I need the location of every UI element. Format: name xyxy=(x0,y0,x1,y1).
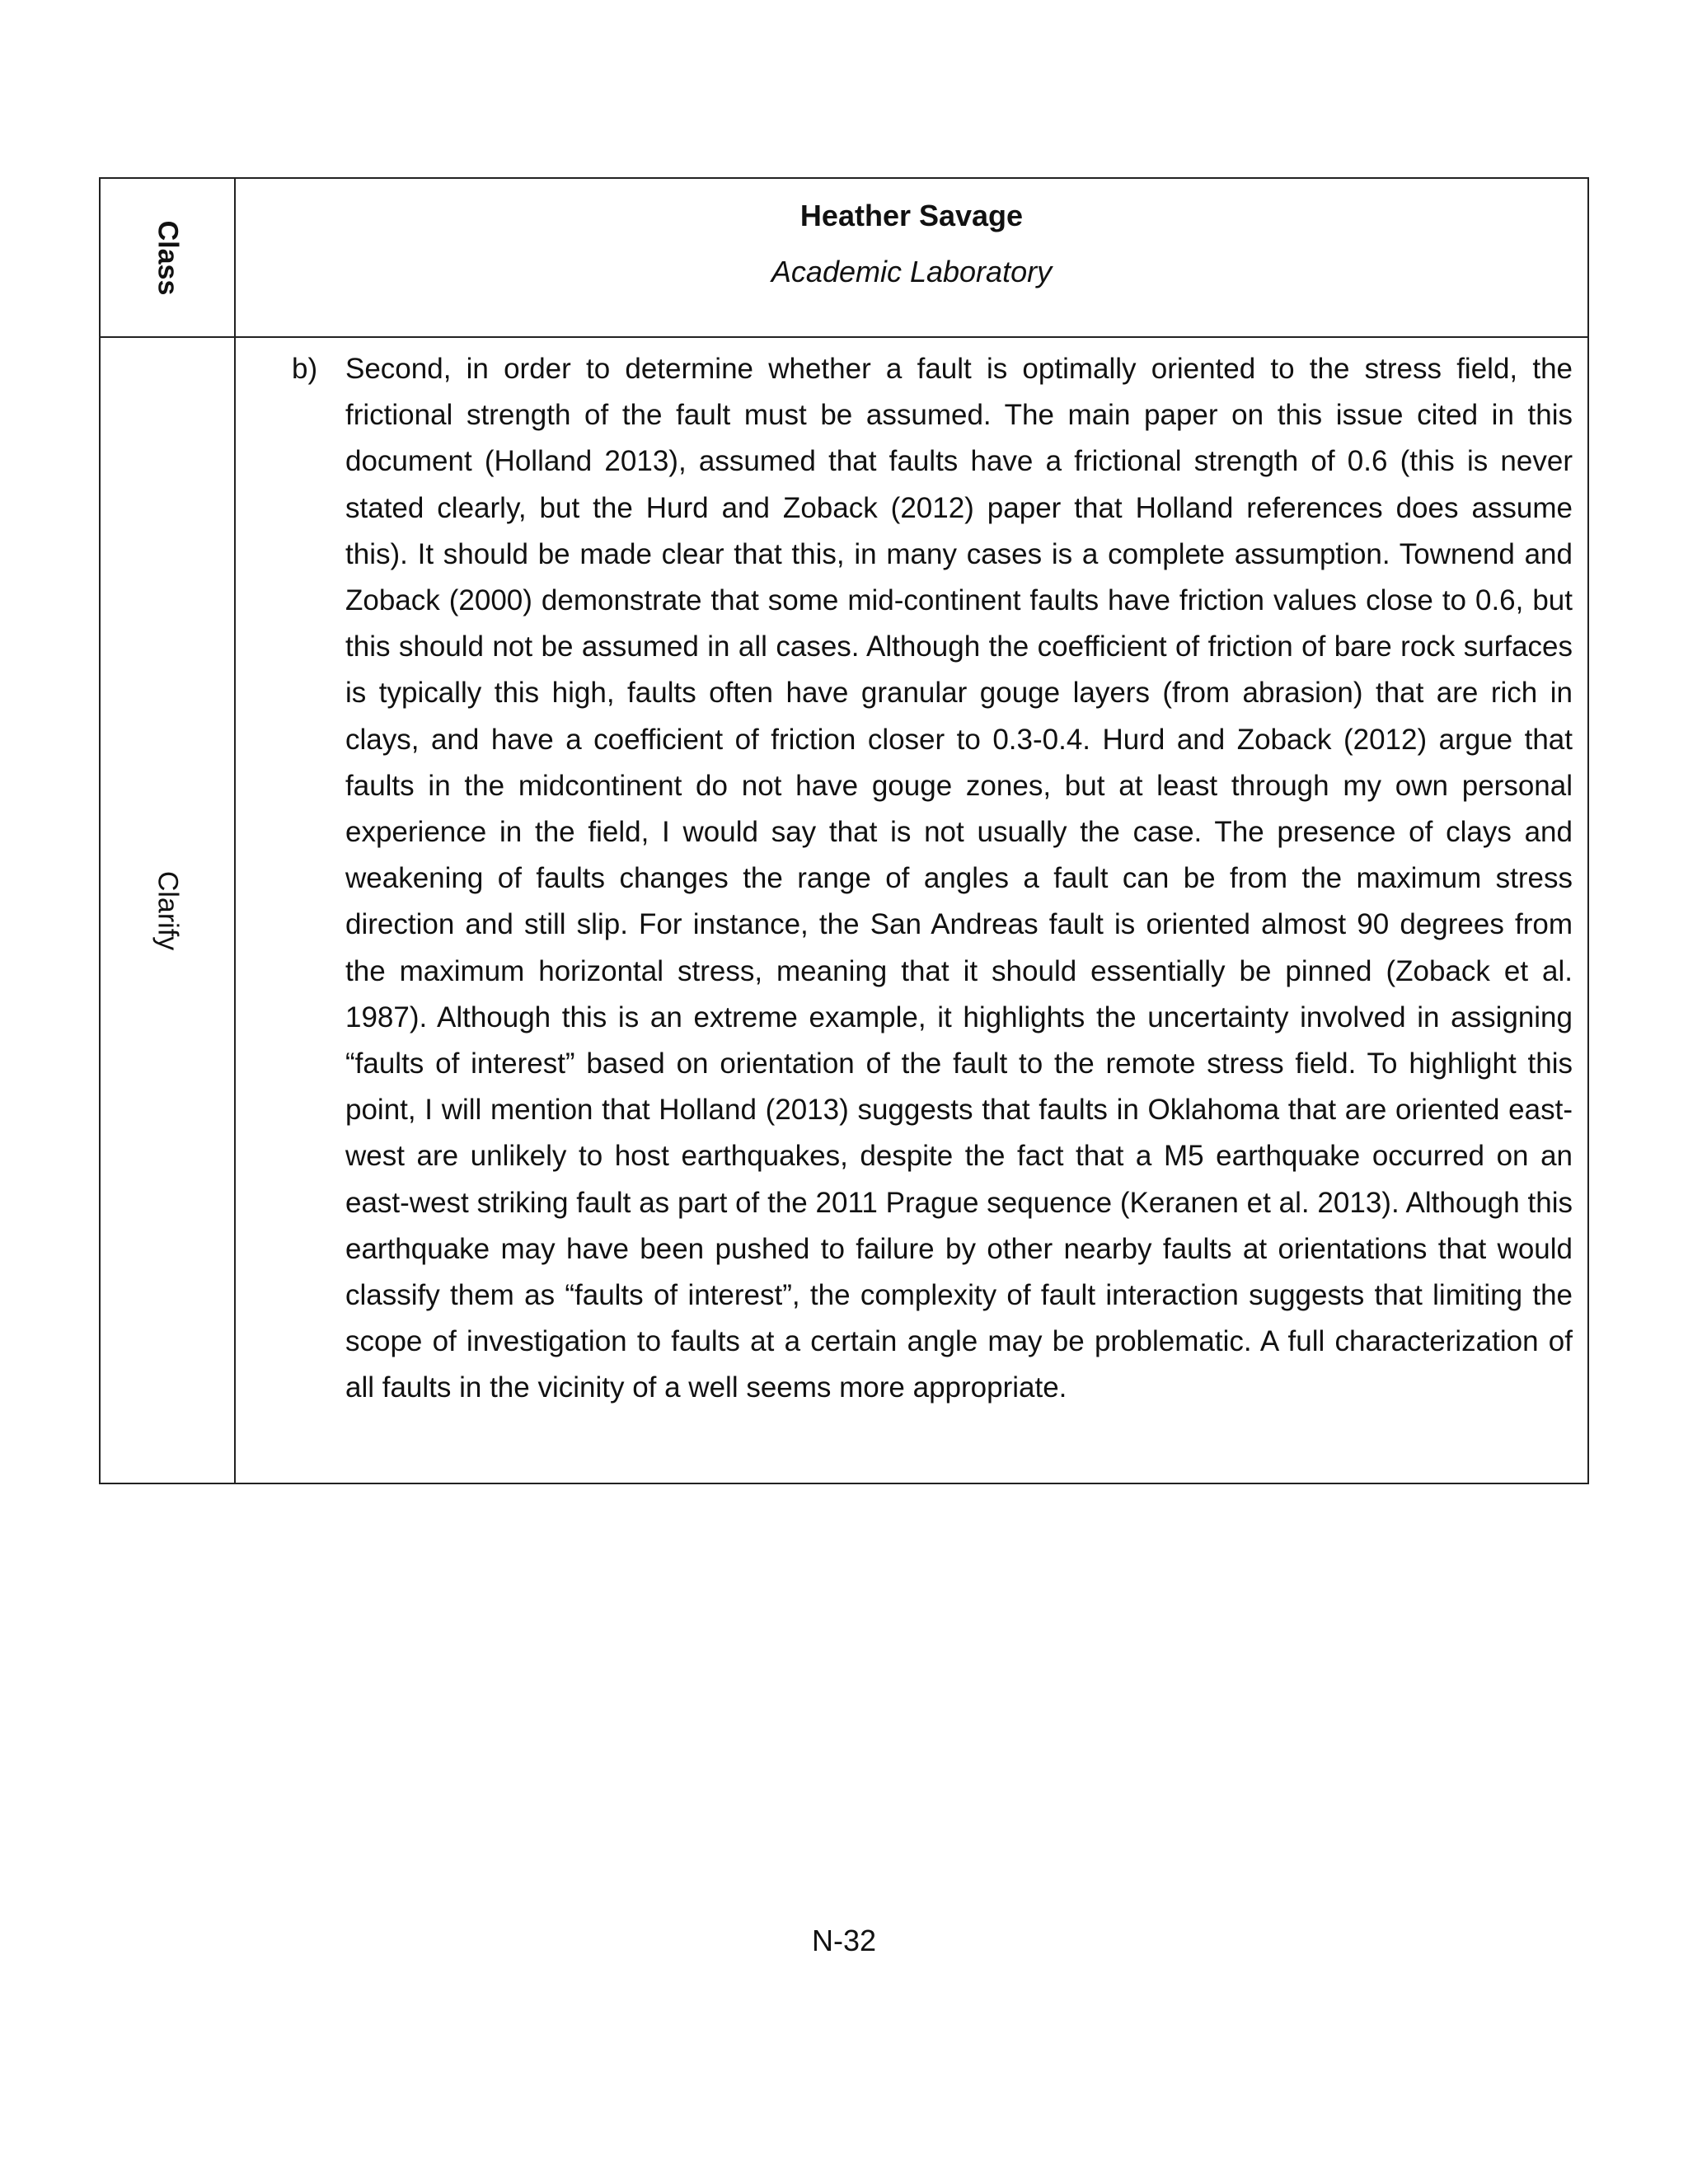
class-label: Clarify xyxy=(152,870,184,950)
reviewer-affiliation: Academic Laboratory xyxy=(771,255,1053,288)
review-comment-table xyxy=(99,177,1589,1484)
class-label-cell xyxy=(100,337,235,1483)
table-row xyxy=(100,337,1588,1483)
comment-list-marker: b) xyxy=(292,353,318,385)
comment-cell xyxy=(235,337,1588,1483)
comment-text: Second, in order to determine whether a fault is optimally oriented to the stress field, the frictional strength of the fault must be assumed. The main paper on this issue cited in this document (Holland 2013), assumed that faults have a frictional strength of 0.6 (this is never stated clearly, but the Hurd and Zoback (2012) paper that Holland references does assume this). It should be made clear that this, in many cases is a complete assumption. Townend and Zoback (2000) demonstrate that some mid-continent faults have friction values close to 0.6, but this should not be assumed in all cases. Although the coefficient of friction of bare rock surfaces is typically this high, faults often have granular gouge layers (from abrasion) that are rich in clays, and have a coefficient of friction closer to 0.3-0.4. Hurd and Zoback (2012) argue that faults in the midcontinent do not have gouge zones, but at least through my own personal experience in the field, I would say that is not usually the case. The presence of clays and weakening of faults changes the range of angles a fault can be from the maximum stress direction and still slip. For instance, the San Andreas fault is oriented almost 90 degrees from the maximum horizontal stress, meaning that it should essentially be pinned (Zoback et al. 1987). Although this is an extreme example, it highlights the uncertainty involved in assigning “faults of interest” based on orientation of the fault to the remote stress field. To highlight this point, I will mention that Holland (2013) suggests that faults in Oklahoma that are oriented east-west are unlikely to host earthquakes, despite the fact that a M5 earthquake occurred on an east-west striking fault as part of the 2011 Prague sequence (Keranen et al. 2013). Although this earthquake may have been pushed to failure by other nearby faults at orientations that would classify them as “faults of interest”, the complexity of fault interaction suggests that limiting the scope of investigation to faults at a certain angle may be problematic. A full characterization of all faults in the vicinity of a well seems more appropriate. xyxy=(345,353,1573,1404)
reviewer-name: Heather Savage xyxy=(799,199,1024,232)
class-header-cell xyxy=(100,178,235,337)
table-header-row xyxy=(100,178,1588,337)
class-column-header: Class xyxy=(152,220,184,295)
reviewer-header-cell xyxy=(235,178,1588,337)
page-number: N-32 xyxy=(811,1924,877,1957)
